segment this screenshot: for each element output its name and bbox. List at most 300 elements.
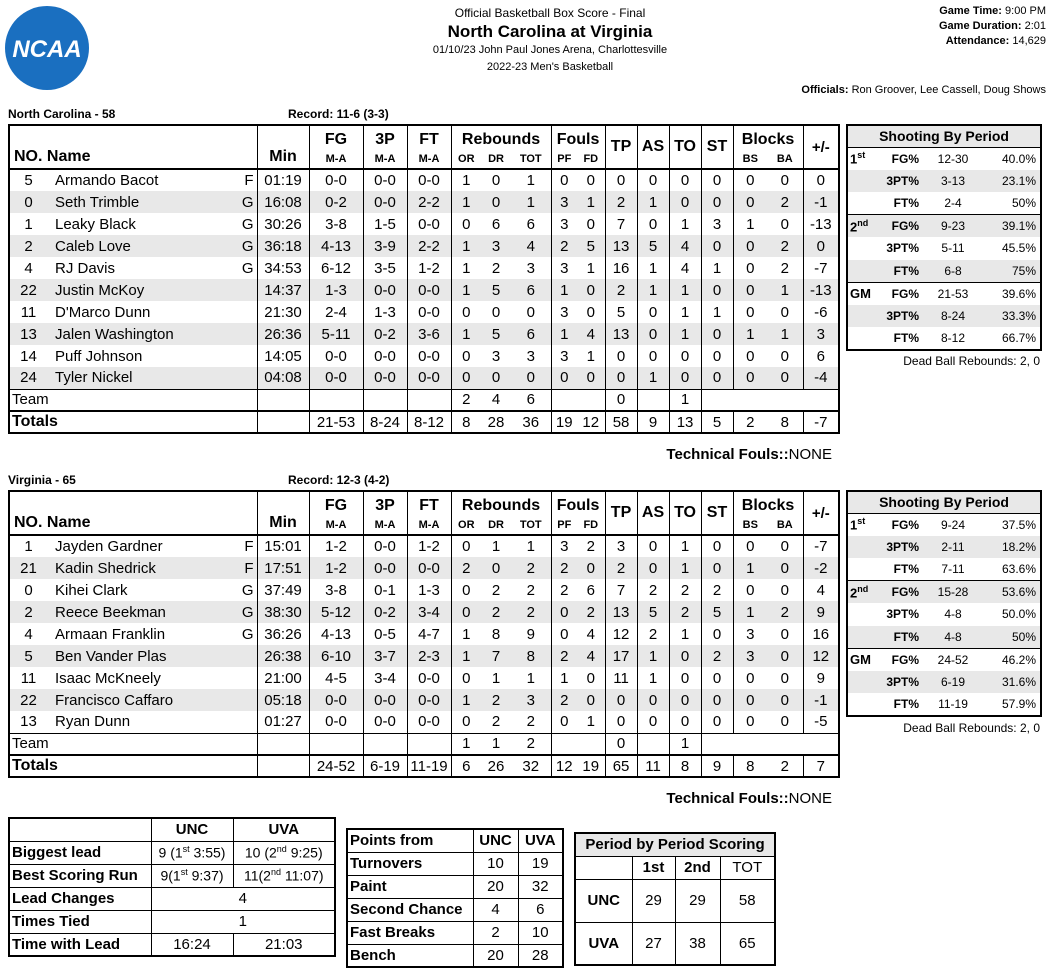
player-pm: 0 bbox=[803, 169, 839, 191]
col-made-attempted: M-A bbox=[363, 149, 407, 169]
shooting-row bbox=[847, 536, 1041, 559]
shooting-stat: FT% bbox=[877, 260, 923, 283]
shooting-row bbox=[847, 305, 1041, 328]
totals-bs: 8 bbox=[733, 755, 767, 777]
player-fd: 0 bbox=[586, 303, 595, 321]
player-fg: 1-2 bbox=[309, 557, 363, 579]
col-made-attempted: M-A bbox=[407, 515, 451, 535]
col-min: Min bbox=[257, 125, 309, 169]
shooting-period bbox=[847, 693, 877, 716]
totals-tp: 58 bbox=[605, 411, 637, 433]
player-row bbox=[9, 689, 839, 711]
player-ba: 0 bbox=[780, 713, 789, 731]
time-lead-unc: 16:24 bbox=[151, 933, 233, 956]
shooting-period bbox=[847, 536, 877, 559]
shooting-stat: 3PT% bbox=[877, 305, 923, 328]
player-to: 0 bbox=[669, 667, 701, 689]
shooting-period bbox=[847, 558, 877, 581]
col-blocks: Blocks bbox=[733, 491, 803, 515]
player-pm: -7 bbox=[803, 257, 839, 279]
period-team: UNC bbox=[575, 879, 632, 922]
player-row bbox=[9, 711, 839, 733]
shooting-made-attempted: 4-8 bbox=[944, 607, 962, 622]
team-header bbox=[8, 107, 508, 121]
player-pf: 3 bbox=[551, 301, 577, 323]
player-dr: 1 bbox=[491, 669, 501, 687]
player-row bbox=[9, 623, 839, 645]
team-to: 1 bbox=[669, 389, 701, 411]
player-or: 1 bbox=[451, 257, 481, 279]
player-name: Kadin Shedrick bbox=[55, 559, 156, 577]
col-ba: BA bbox=[776, 518, 793, 531]
totals-ft: 8-12 bbox=[407, 411, 451, 433]
player-to: 1 bbox=[669, 557, 701, 579]
player-ba: 0 bbox=[780, 625, 789, 643]
player-fg: 0-0 bbox=[309, 169, 363, 191]
team-or: 1 bbox=[451, 733, 481, 755]
player-name: Jalen Washington bbox=[55, 325, 174, 343]
player-dr: 2 bbox=[481, 601, 511, 623]
points-from-table bbox=[346, 828, 564, 968]
player-pf: 0 bbox=[551, 601, 577, 623]
player-st: 0 bbox=[701, 667, 733, 689]
player-pm: -7 bbox=[803, 535, 839, 557]
col-ft: FT bbox=[407, 125, 451, 149]
totals-pf: 12 bbox=[551, 755, 577, 777]
player-fg: 3-8 bbox=[309, 213, 363, 235]
player-tot: 8 bbox=[511, 645, 551, 667]
player-fg: 0-0 bbox=[309, 711, 363, 733]
player-or: 1 bbox=[451, 323, 481, 345]
player-bs: 0 bbox=[733, 279, 767, 301]
shooting-percent: 50% bbox=[983, 626, 1041, 649]
player-dr: 2 bbox=[491, 713, 501, 731]
player-fg: 2-4 bbox=[309, 301, 363, 323]
shooting-by-period bbox=[846, 490, 1042, 717]
shooting-period: GM bbox=[847, 648, 877, 671]
player-tot: 1 bbox=[511, 191, 551, 213]
player-min: 34:53 bbox=[257, 257, 309, 279]
col-blocks: Blocks bbox=[733, 125, 803, 149]
player-p3: 3-5 bbox=[363, 257, 407, 279]
col-to: TO bbox=[669, 125, 701, 169]
player-ba: 1 bbox=[767, 323, 803, 345]
player-row bbox=[9, 557, 839, 579]
player-ft: 0-0 bbox=[407, 301, 451, 323]
shooting-row bbox=[847, 170, 1041, 193]
player-or: 1 bbox=[451, 235, 481, 257]
col-made-attempted: M-A bbox=[309, 515, 363, 535]
player-pf: 0 bbox=[551, 711, 577, 733]
player-as: 1 bbox=[637, 667, 669, 689]
player-fg: 3-8 bbox=[309, 579, 363, 601]
player-number: 4 bbox=[24, 625, 33, 643]
game-time-label: Game Time: bbox=[939, 5, 1002, 17]
player-tp: 5 bbox=[605, 301, 637, 323]
player-ft: 0-0 bbox=[407, 213, 451, 235]
player-bs: 0 bbox=[733, 345, 767, 367]
col-ft: FT bbox=[407, 491, 451, 515]
player-name-cell bbox=[47, 191, 257, 213]
player-min: 38:30 bbox=[257, 601, 309, 623]
header-no-name bbox=[9, 125, 257, 169]
player-bs: 0 bbox=[733, 301, 767, 323]
times-tied-value: 1 bbox=[151, 910, 335, 933]
player-as: 0 bbox=[637, 689, 669, 711]
shooting-made-attempted: 7-11 bbox=[941, 562, 965, 576]
player-dr: 0 bbox=[481, 191, 511, 213]
player-ft: 2-3 bbox=[407, 645, 451, 667]
player-ba: 0 bbox=[780, 172, 789, 189]
player-p3: 3-9 bbox=[363, 235, 407, 257]
player-ba: 0 bbox=[767, 689, 803, 711]
totals-p3: 6-19 bbox=[363, 755, 407, 777]
player-tp: 7 bbox=[605, 213, 637, 235]
player-row bbox=[9, 169, 839, 191]
player-name-cell bbox=[47, 623, 257, 645]
player-to: 1 bbox=[669, 623, 701, 645]
shooting-made-attempted: 11-19 bbox=[938, 696, 968, 711]
player-tp: 0 bbox=[605, 689, 637, 711]
player-bs: 0 bbox=[733, 169, 767, 191]
player-tot: 2 bbox=[526, 581, 535, 599]
player-ba: 1 bbox=[767, 279, 803, 301]
col-made-attempted: M-A bbox=[407, 149, 451, 169]
team-to: 1 bbox=[669, 733, 701, 755]
shooting-row bbox=[847, 282, 1041, 305]
player-to: 1 bbox=[669, 301, 701, 323]
col-fg: FG bbox=[309, 491, 363, 515]
player-min: 21:00 bbox=[257, 667, 309, 689]
game-info bbox=[786, 4, 1046, 49]
period-tot: 58 bbox=[720, 879, 775, 922]
player-pf: 3 bbox=[551, 213, 577, 235]
player-pf: 2 bbox=[551, 235, 577, 257]
shooting-percent: 50.0% bbox=[1001, 607, 1037, 622]
player-min: 26:36 bbox=[257, 323, 309, 345]
player-to: 4 bbox=[669, 257, 701, 279]
totals-dr: 28 bbox=[481, 411, 511, 433]
player-name: Ryan Dunn bbox=[55, 713, 131, 731]
player-st: 1 bbox=[701, 301, 733, 323]
player-number: 1 bbox=[24, 538, 33, 555]
player-position: G bbox=[241, 603, 254, 621]
shooting-made-attempted: 9-24 bbox=[940, 517, 966, 532]
col-bs: BS bbox=[733, 149, 767, 169]
player-ft: 0-0 bbox=[407, 345, 451, 367]
player-or: 0 bbox=[451, 667, 481, 689]
player-pm: -6 bbox=[803, 301, 839, 323]
player-to: 1 bbox=[669, 535, 701, 557]
player-name-cell bbox=[47, 557, 257, 579]
shooting-period bbox=[847, 603, 877, 626]
player-to: 4 bbox=[669, 235, 701, 257]
player-name-cell bbox=[47, 345, 257, 367]
player-name-cell bbox=[47, 711, 257, 733]
team-record: Record: 11-6 (3-3) bbox=[288, 107, 389, 121]
col-no: NO. bbox=[14, 148, 43, 165]
biggest-lead-label: Biggest lead bbox=[9, 841, 151, 864]
player-bs: 0 bbox=[733, 667, 767, 689]
player-position: G bbox=[241, 237, 254, 255]
player-fd: 2 bbox=[577, 601, 605, 623]
player-tot: 1 bbox=[526, 538, 535, 555]
player-tot: 6 bbox=[511, 279, 551, 301]
col-plus-minus: +/- bbox=[803, 125, 839, 169]
player-pm: 3 bbox=[803, 323, 839, 345]
player-p3: 1-5 bbox=[363, 213, 407, 235]
player-name-cell bbox=[47, 535, 257, 557]
player-dr: 2 bbox=[481, 689, 511, 711]
player-row bbox=[9, 301, 839, 323]
dead-ball-rebounds: Dead Ball Rebounds: 2, 0 bbox=[903, 354, 1040, 368]
player-min: 01:19 bbox=[257, 169, 309, 191]
technical-fouls bbox=[666, 446, 832, 463]
player-name: Seth Trimble bbox=[55, 193, 140, 211]
period-1st: 27 bbox=[632, 922, 675, 965]
shooting-period: GM bbox=[847, 282, 877, 305]
player-dr: 3 bbox=[491, 347, 501, 365]
points-from-label: Paint bbox=[347, 875, 473, 898]
team-record: Record: 12-3 (4-2) bbox=[288, 473, 390, 487]
player-tp: 2 bbox=[605, 191, 637, 213]
points-from-unc: 2 bbox=[473, 921, 518, 944]
totals-ba: 8 bbox=[767, 411, 803, 433]
period-header-tot: TOT bbox=[720, 856, 775, 879]
player-as: 1 bbox=[637, 257, 669, 279]
game-title: North Carolina at Virginia bbox=[447, 22, 653, 41]
player-tp: 13 bbox=[605, 235, 637, 257]
player-tp: 13 bbox=[605, 601, 637, 623]
team-score-label: North Carolina - 58 bbox=[8, 107, 116, 121]
player-name-cell bbox=[47, 367, 257, 389]
shooting-made-attempted: 6-19 bbox=[923, 671, 983, 694]
player-bs: 0 bbox=[733, 367, 767, 389]
season: 2022-23 Men's Basketball bbox=[486, 61, 614, 73]
player-pm: 0 bbox=[803, 235, 839, 257]
player-ft: 1-3 bbox=[407, 579, 451, 601]
points-from-label: Second Chance bbox=[347, 898, 473, 921]
player-tot: 2 bbox=[526, 713, 535, 731]
totals-dr: 26 bbox=[481, 755, 511, 777]
player-pf: 3 bbox=[551, 535, 577, 557]
player-as: 5 bbox=[637, 235, 669, 257]
shooting-percent: 50% bbox=[1011, 196, 1037, 210]
points-from-unc: 4 bbox=[473, 898, 518, 921]
team-header bbox=[8, 473, 508, 487]
totals-p3: 8-24 bbox=[363, 411, 407, 433]
shooting-percent: 63.6% bbox=[1001, 562, 1037, 576]
box-score-table bbox=[8, 124, 840, 434]
col-ba: BA bbox=[776, 152, 793, 165]
player-min: 37:49 bbox=[257, 579, 309, 601]
player-tot: 3 bbox=[526, 347, 535, 365]
team-row-label: Team bbox=[9, 389, 257, 411]
player-name-cell bbox=[47, 279, 257, 301]
player-row bbox=[9, 213, 839, 235]
player-pf: 0 bbox=[551, 169, 577, 191]
player-or: 1 bbox=[451, 623, 481, 645]
player-ba: 0 bbox=[767, 557, 803, 579]
player-bs: 3 bbox=[733, 623, 767, 645]
shooting-title: Shooting By Period bbox=[847, 491, 1041, 513]
player-pf: 3 bbox=[551, 345, 577, 367]
player-number: 13 bbox=[9, 323, 47, 345]
player-name: Kihei Clark bbox=[55, 581, 128, 599]
player-fg: 1-3 bbox=[309, 279, 363, 301]
totals-ba: 2 bbox=[767, 755, 803, 777]
player-st: 0 bbox=[701, 279, 733, 301]
player-fg: 5-11 bbox=[309, 323, 363, 345]
period-tot: 65 bbox=[720, 922, 775, 965]
player-st: 3 bbox=[701, 213, 733, 235]
player-st: 0 bbox=[701, 323, 733, 345]
player-tp: 0 bbox=[605, 711, 637, 733]
player-as: 2 bbox=[637, 579, 669, 601]
player-name: Ben Vander Plas bbox=[55, 647, 167, 665]
shooting-row bbox=[847, 693, 1041, 716]
player-tp: 17 bbox=[605, 645, 637, 667]
shooting-title: Shooting By Period bbox=[847, 125, 1041, 147]
player-pm: 12 bbox=[803, 645, 839, 667]
player-fd: 1 bbox=[586, 259, 595, 277]
shooting-period bbox=[847, 192, 877, 215]
player-as: 1 bbox=[637, 645, 669, 667]
player-number: 24 bbox=[9, 367, 47, 389]
player-bs: 0 bbox=[733, 711, 767, 733]
player-number: 22 bbox=[9, 689, 47, 711]
officials bbox=[801, 84, 1046, 96]
player-fd: 2 bbox=[586, 538, 595, 555]
player-ft: 0-0 bbox=[407, 689, 451, 711]
period-scoring-table bbox=[574, 832, 776, 966]
shooting-period bbox=[847, 170, 877, 193]
player-number: 4 bbox=[24, 259, 33, 277]
player-bs: 0 bbox=[733, 235, 767, 257]
col-rebounds: Rebounds bbox=[451, 491, 551, 515]
period-header-2nd: 2nd bbox=[675, 856, 720, 879]
player-pf: 2 bbox=[551, 689, 577, 711]
shooting-row bbox=[847, 192, 1041, 215]
player-fd: 4 bbox=[577, 323, 605, 345]
totals-row bbox=[9, 755, 839, 777]
player-row bbox=[9, 323, 839, 345]
player-p3: 0-2 bbox=[363, 601, 407, 623]
player-row bbox=[9, 191, 839, 213]
points-from-uva: 6 bbox=[518, 898, 563, 921]
points-from-row bbox=[347, 898, 563, 921]
player-to: 2 bbox=[669, 601, 701, 623]
shooting-made-attempted: 8-24 bbox=[923, 305, 983, 328]
player-fd: 0 bbox=[577, 689, 605, 711]
player-row bbox=[9, 535, 839, 557]
col-tot: TOT bbox=[519, 518, 542, 531]
player-st: 2 bbox=[701, 645, 733, 667]
player-number: 11 bbox=[20, 669, 37, 687]
shooting-row bbox=[847, 260, 1041, 283]
player-fg: 0-0 bbox=[309, 689, 363, 711]
time-lead-uva: 21:03 bbox=[233, 933, 335, 956]
shooting-stat: FG% bbox=[877, 581, 923, 604]
shooting-percent: 46.2% bbox=[983, 648, 1041, 671]
player-min: 16:08 bbox=[257, 191, 309, 213]
player-pm: 4 bbox=[803, 579, 839, 601]
points-from-label: Bench bbox=[347, 944, 473, 967]
technical-fouls-value: NONE bbox=[788, 446, 832, 463]
period-row bbox=[575, 922, 775, 965]
col-or: OR bbox=[451, 149, 481, 169]
player-ft: 0-0 bbox=[407, 169, 451, 191]
officials-names: Ron Groover, Lee Cassell, Doug Shows bbox=[851, 84, 1046, 96]
player-name: D'Marco Dunn bbox=[55, 303, 151, 321]
player-ba: 0 bbox=[780, 538, 789, 555]
player-fg: 0-0 bbox=[309, 367, 363, 389]
player-or: 1 bbox=[451, 279, 481, 301]
biggest-lead-unc: 9 (1st 3:55) bbox=[151, 841, 233, 864]
player-tp: 2 bbox=[605, 557, 637, 579]
player-st: 5 bbox=[701, 601, 733, 623]
period-row bbox=[575, 879, 775, 922]
player-tp: 3 bbox=[605, 535, 637, 557]
player-name-cell bbox=[47, 257, 257, 279]
player-dr: 0 bbox=[491, 303, 501, 321]
technical-fouls-value: NONE bbox=[788, 790, 832, 807]
player-pf: 0 bbox=[551, 367, 577, 389]
col-min: Min bbox=[257, 491, 309, 535]
player-or: 0 bbox=[451, 579, 481, 601]
shooting-row bbox=[847, 626, 1041, 649]
shooting-percent: 31.6% bbox=[983, 671, 1041, 694]
logo-text: NCAA bbox=[12, 36, 82, 63]
player-st: 0 bbox=[701, 169, 733, 191]
shooting-row bbox=[847, 513, 1041, 536]
player-number: 22 bbox=[9, 279, 47, 301]
player-position: G bbox=[241, 215, 254, 233]
shooting-percent: 75% bbox=[983, 260, 1041, 283]
team-tp: 0 bbox=[605, 733, 637, 755]
team-tot: 6 bbox=[511, 389, 551, 411]
player-number: 0 bbox=[9, 191, 47, 213]
header-center bbox=[300, 6, 800, 76]
player-min: 30:26 bbox=[257, 213, 309, 235]
player-to: 1 bbox=[669, 323, 701, 345]
player-ft: 3-4 bbox=[407, 601, 451, 623]
player-min: 14:37 bbox=[257, 279, 309, 301]
player-pf: 2 bbox=[551, 645, 577, 667]
player-name-cell bbox=[47, 667, 257, 689]
shooting-stat: FT% bbox=[893, 562, 919, 576]
player-min: 05:18 bbox=[257, 689, 309, 711]
player-st: 0 bbox=[701, 557, 733, 579]
shooting-percent: 33.3% bbox=[983, 305, 1041, 328]
player-pm: -2 bbox=[803, 557, 839, 579]
player-position: G bbox=[241, 625, 254, 643]
player-fg: 6-10 bbox=[309, 645, 363, 667]
player-to: 1 bbox=[669, 213, 701, 235]
shooting-period bbox=[847, 327, 877, 350]
shooting-stat: FG% bbox=[891, 517, 919, 532]
shooting-made-attempted: 2-4 bbox=[944, 196, 962, 210]
player-tot: 2 bbox=[511, 557, 551, 579]
shooting-row bbox=[847, 237, 1041, 260]
points-header-uva: UVA bbox=[518, 829, 563, 852]
col-name: Name bbox=[46, 514, 91, 531]
player-pm: -1 bbox=[803, 689, 839, 711]
attendance: 14,629 bbox=[1012, 35, 1046, 47]
player-row bbox=[9, 257, 839, 279]
player-as: 5 bbox=[637, 601, 669, 623]
shooting-period: 1st bbox=[850, 150, 866, 167]
